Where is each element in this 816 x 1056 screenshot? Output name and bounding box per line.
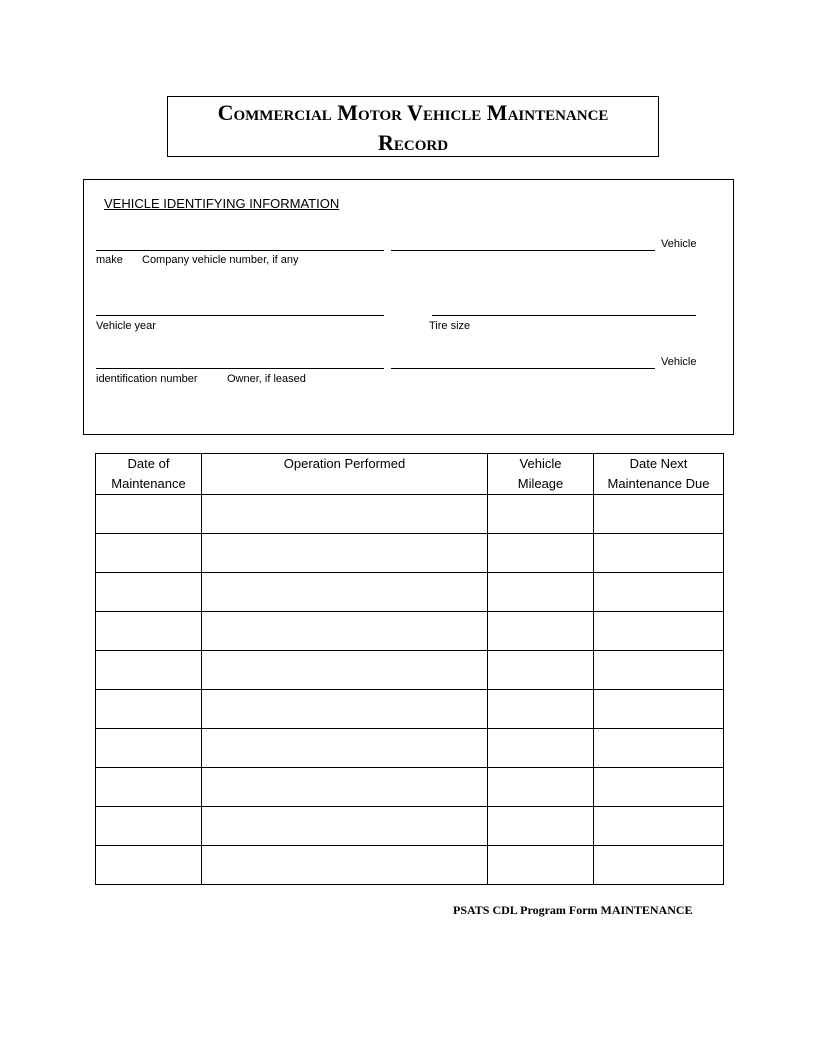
operation-performed-cell[interactable] — [202, 729, 488, 768]
table-row — [96, 729, 724, 768]
table-row — [96, 846, 724, 885]
table-row — [96, 534, 724, 573]
form-title-line1: Commercial Motor Vehicle Maintenance — [217, 100, 609, 125]
date-of-maintenance-cell[interactable] — [96, 534, 202, 573]
date-next-maintenance-cell[interactable] — [594, 768, 724, 807]
tire-size-field[interactable] — [432, 315, 696, 316]
vehicle-make-label-prefix: Vehicle — [661, 238, 697, 250]
date-of-maintenance-cell[interactable] — [96, 495, 202, 534]
vehicle-mileage-cell[interactable] — [488, 612, 594, 651]
vehicle-mileage-cell[interactable] — [488, 495, 594, 534]
date-of-maintenance-cell[interactable] — [96, 690, 202, 729]
operation-performed-cell[interactable] — [202, 495, 488, 534]
vehicle-mileage-cell[interactable] — [488, 573, 594, 612]
date-next-maintenance-cell[interactable] — [594, 651, 724, 690]
date-next-maintenance-cell[interactable] — [594, 729, 724, 768]
table-row — [96, 495, 724, 534]
date-of-maintenance-cell[interactable] — [96, 768, 202, 807]
operation-performed-cell[interactable] — [202, 573, 488, 612]
form-footer: PSATS CDL Program Form MAINTENANCE — [453, 903, 693, 917]
date-of-maintenance-header: Date of Maintenance — [96, 454, 202, 495]
date-of-maintenance-cell[interactable] — [96, 651, 202, 690]
operation-performed-cell[interactable] — [202, 534, 488, 573]
vehicle-identification-number-field[interactable] — [96, 368, 384, 369]
date-of-maintenance-cell[interactable] — [96, 846, 202, 885]
table-row — [96, 768, 724, 807]
vehicle-info-section — [83, 179, 734, 435]
date-next-maintenance-cell[interactable] — [594, 846, 724, 885]
table-header-row — [96, 454, 724, 495]
vehicle-mileage-cell[interactable] — [488, 768, 594, 807]
date-next-maintenance-cell[interactable] — [594, 807, 724, 846]
date-next-maintenance-cell[interactable] — [594, 690, 724, 729]
table-row — [96, 651, 724, 690]
table-row — [96, 807, 724, 846]
vehicle-mileage-cell[interactable] — [488, 807, 594, 846]
date-of-maintenance-cell[interactable] — [96, 612, 202, 651]
date-of-maintenance-cell[interactable] — [96, 729, 202, 768]
vehicle-make-label: make — [96, 254, 123, 266]
date-next-maintenance-cell[interactable] — [594, 534, 724, 573]
operation-performed-cell[interactable] — [202, 768, 488, 807]
date-next-maintenance-cell[interactable] — [594, 612, 724, 651]
vehicle-year-label: Vehicle year — [96, 320, 156, 332]
table-row — [96, 690, 724, 729]
operation-performed-header: Operation Performed — [202, 454, 488, 495]
vehicle-mileage-header: Vehicle Mileage — [488, 454, 594, 495]
form-title — [167, 96, 659, 157]
date-next-maintenance-cell[interactable] — [594, 495, 724, 534]
operation-performed-cell[interactable] — [202, 807, 488, 846]
vehicle-mileage-cell[interactable] — [488, 651, 594, 690]
operation-performed-cell[interactable] — [202, 612, 488, 651]
vehicle-mileage-cell[interactable] — [488, 846, 594, 885]
operation-performed-cell[interactable] — [202, 690, 488, 729]
company-vehicle-number-label: Company vehicle number, if any — [142, 254, 299, 266]
table-row — [96, 612, 724, 651]
owner-if-leased-label: Owner, if leased — [227, 373, 306, 385]
owner-if-leased-field[interactable] — [391, 368, 655, 369]
form-title-line2: Record — [377, 130, 449, 155]
company-vehicle-number-field[interactable] — [391, 250, 655, 251]
vehicle-mileage-cell[interactable] — [488, 534, 594, 573]
vehicle-year-field[interactable] — [96, 315, 384, 316]
vehicle-mileage-cell[interactable] — [488, 690, 594, 729]
operation-performed-cell[interactable] — [202, 846, 488, 885]
date-next-maintenance-cell[interactable] — [594, 573, 724, 612]
table-row — [96, 573, 724, 612]
vehicle-identification-label-prefix: Vehicle — [661, 356, 697, 368]
vehicle-identification-number-label: identification number — [96, 373, 198, 385]
vehicle-mileage-cell[interactable] — [488, 729, 594, 768]
maintenance-log-table — [95, 453, 724, 885]
tire-size-label: Tire size — [429, 320, 471, 332]
operation-performed-cell[interactable] — [202, 651, 488, 690]
vehicle-make-field[interactable] — [96, 250, 384, 251]
date-next-maintenance-header: Date Next Maintenance Due — [594, 454, 724, 495]
date-of-maintenance-cell[interactable] — [96, 573, 202, 612]
date-of-maintenance-cell[interactable] — [96, 807, 202, 846]
vehicle-info-heading: VEHICLE IDENTIFYING INFORMATION — [104, 196, 340, 211]
